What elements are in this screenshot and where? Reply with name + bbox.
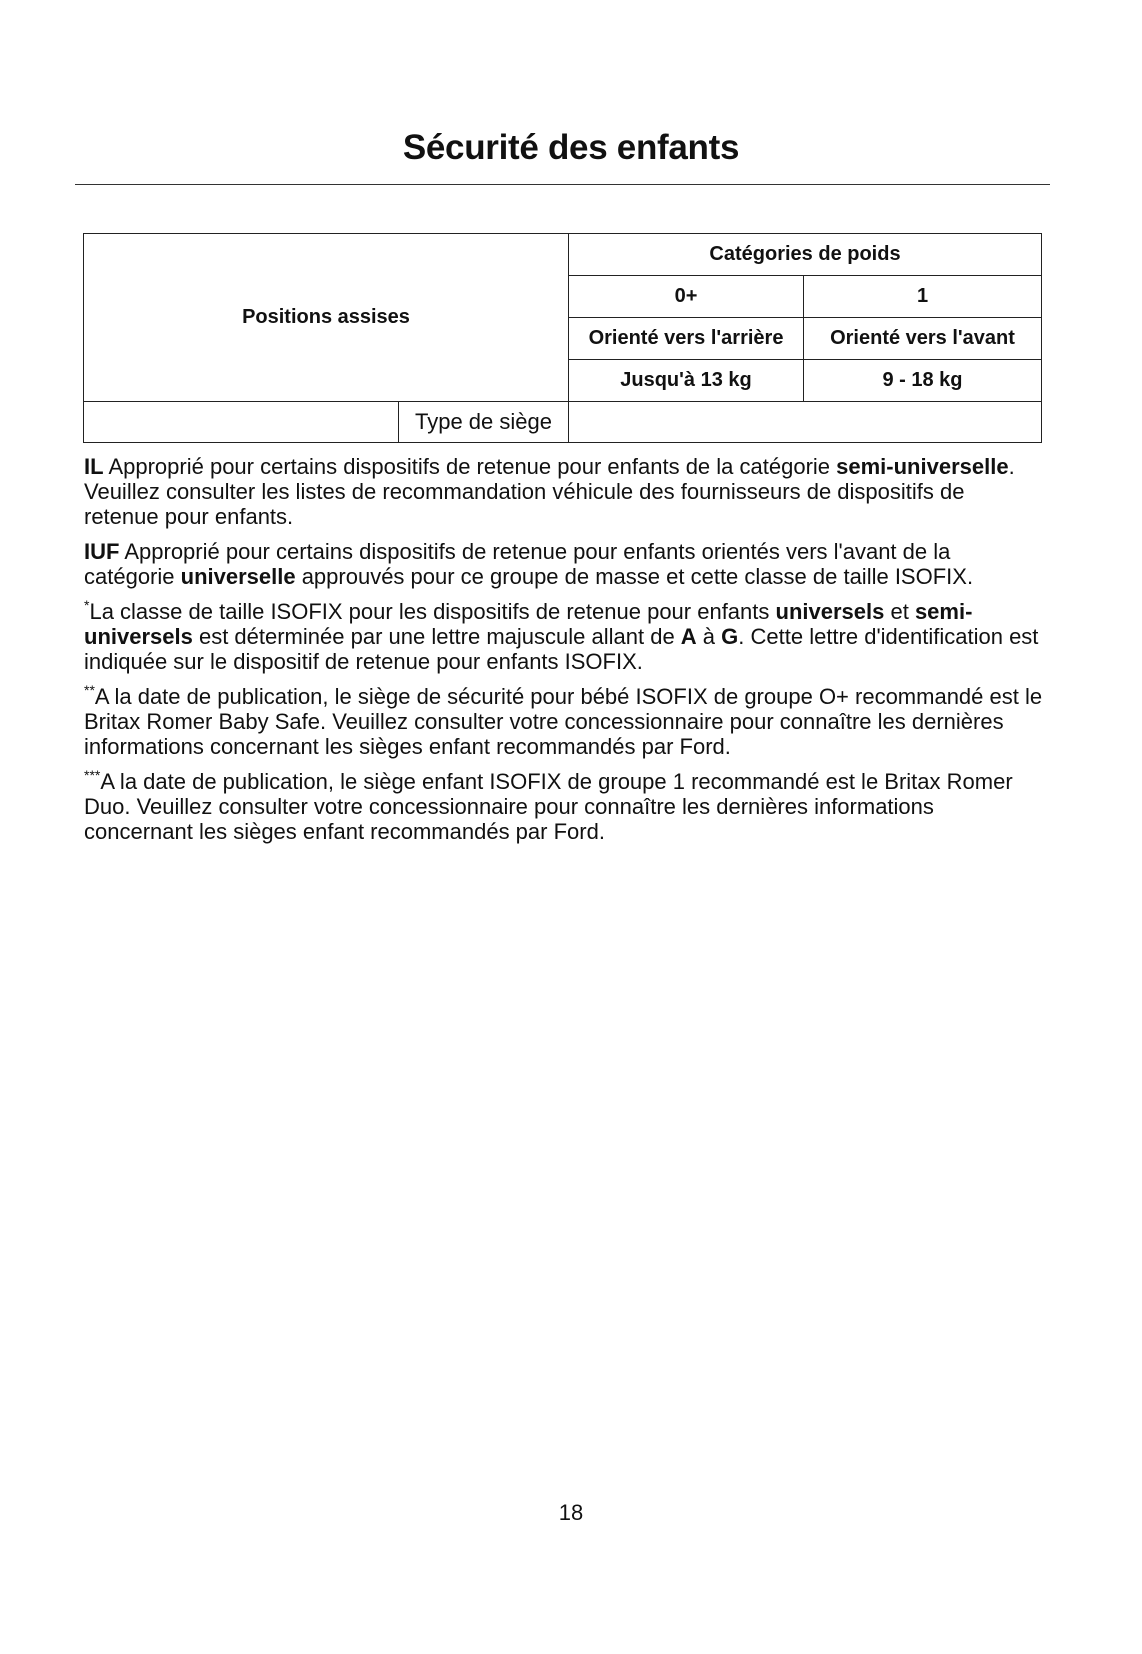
group-header-1: 1 — [804, 276, 1042, 318]
note-code: IUF — [84, 539, 120, 564]
footnote-mark: ** — [84, 682, 95, 698]
weight-range-1: 9 - 18 kg — [804, 360, 1042, 402]
footnote-mark: * — [84, 597, 90, 613]
table-row — [84, 402, 1042, 443]
note-code: IL — [84, 454, 104, 479]
seat-type-label: Type de siège — [399, 402, 569, 443]
table-row — [84, 234, 1042, 276]
title-divider — [75, 184, 1050, 185]
page-title: Sécurité des enfants — [402, 128, 740, 167]
positions-header: Positions assises — [84, 234, 569, 402]
footnote-mark: *** — [84, 767, 101, 783]
footnotes — [84, 454, 1044, 854]
note-il: IL Approprié pour certains dispositifs de retenue pour enfants de la catégorie semi-universelle. Veuillez consulter les listes de recommandation véhicule des fournisseurs de dispositifs de retenue pour enfants. — [84, 454, 1015, 529]
weight-categories-header: Catégories de poids — [569, 234, 1042, 276]
orientation-rear: Orienté vers l'arrière — [569, 318, 804, 360]
group-header-0plus: 0+ — [569, 276, 804, 318]
note-group-0plus-seat: **A la date de publication, le siège de sécurité pour bébé ISOFIX de groupe O+ recommandé est le Britax Romer Baby Safe. Veuillez consulter votre concessionnaire pour connaître les dernières informations concernant les sièges enfant recommandés par Ford. — [84, 682, 1043, 759]
orientation-front: Orienté vers l'avant — [804, 318, 1042, 360]
page-number: 18 — [558, 1500, 584, 1525]
empty-cell — [84, 402, 399, 443]
weight-range-0plus: Jusqu'à 13 kg — [569, 360, 804, 402]
note-group-1-seat: ***A la date de publication, le siège enfant ISOFIX de groupe 1 recommandé est le Britax Romer Duo. Veuillez consulter votre concessionnaire pour connaître les dernières informations concernant les sièges enfant recommandés par Ford. — [84, 767, 1013, 844]
empty-cell — [569, 402, 1042, 443]
note-isofix-size-class: *La classe de taille ISOFIX pour les dispositifs de retenue pour enfants universels et semi-universels est déterminée par une lettre majuscule allant de A à G. Cette lettre d'identification est indiquée sur le dispositif de retenue pour enfants ISOFIX. — [84, 597, 1039, 674]
seating-positions-table — [83, 233, 1042, 443]
note-iuf: IUF Approprié pour certains dispositifs de retenue pour enfants orientés vers l'avant de la catégorie universelle approuvés pour ce groupe de masse et cette classe de taille ISOFIX. — [84, 539, 974, 589]
